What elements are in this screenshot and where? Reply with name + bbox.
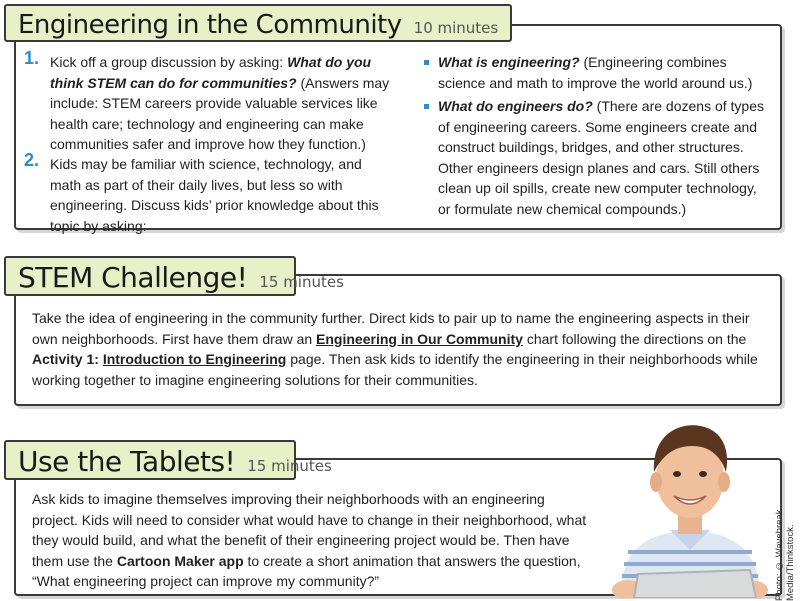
- section-tablets-minutes: 15 minutes: [247, 457, 332, 475]
- bullet-2-marker: [424, 104, 429, 109]
- item-1-intro: Kick off a group discussion by asking:: [50, 54, 288, 70]
- bullet-2-question: What do engineers do?: [438, 98, 593, 114]
- engineering-community-link[interactable]: Engineering in Our Community: [316, 330, 523, 347]
- section-engineering-minutes: 10 minutes: [413, 19, 499, 37]
- item-number-1: 1.: [24, 48, 40, 68]
- stem-text-intro: Take the idea of engineering in the community further. Direct kids to pair up to name the engineering aspects in their own neighborhoods. First have them draw an: [32, 310, 750, 347]
- cartoon-maker-app-name: Cartoon Maker app: [116, 552, 244, 569]
- activity-label: Activity 1:: [32, 351, 103, 368]
- stem-text-middle: chart following the directions on the: [522, 330, 747, 347]
- item-1-text: [50, 52, 395, 155]
- section-tablets-tab: [4, 440, 332, 480]
- bullet-1-marker: [424, 60, 429, 65]
- item-1-answers: (Answers may include: STEM careers provide valuable services like health care; technology and engineering can make communities safer and improve how they function.): [50, 74, 390, 153]
- bullet-1-answer: (Engineering combines science and math to improve the world around us.): [438, 54, 753, 91]
- section-stem-minutes: 15 minutes: [259, 273, 344, 291]
- section-stem-title: STEM Challenge!: [18, 261, 248, 294]
- tablets-text: [32, 489, 592, 592]
- section-stem-tab: [4, 256, 344, 296]
- section-tablets-title: Use the Tablets!: [18, 445, 236, 478]
- boy-with-tablet-photo: [600, 412, 780, 598]
- bullet-2-text: [438, 96, 768, 220]
- bullet-1-text: [438, 52, 768, 93]
- bullet-2-answer: (There are dozens of types of engineering careers. Some engineers create and construct buildings, bridges, and other structures. Other engineers design planes and cars. Still others clean up oil spills, create new computer technology, or formulate new chemical compounds.): [438, 98, 764, 217]
- item-1-question: What do you think STEM can do for communities?: [50, 54, 372, 91]
- item-number-2: 2.: [24, 150, 40, 170]
- bullet-1-question: What is engineering?: [438, 54, 580, 70]
- photo-credit: Photo: © Wavebreak Media/Thinkstock.: [774, 509, 796, 601]
- section-engineering-tab: [4, 4, 512, 42]
- tablets-text-end: to create a short animation that answers the question, “What engineering project can improve my community?”: [32, 552, 581, 590]
- intro-engineering-link[interactable]: Introduction to Engineering: [102, 351, 287, 368]
- stem-text-end: page. Then ask kids to identify the engineering in their neighborhoods while working together to imagine engineering solutions for their communities.: [32, 351, 758, 388]
- tablets-text-intro: Ask kids to imagine themselves improving their neighborhoods with an engineering project. Kids will need to consider what would have to change in their neighborhood, what they would build, and what the benefit of their engineering project would be. Then have them use the: [32, 491, 587, 569]
- stem-challenge-text: [32, 308, 772, 390]
- section-engineering-title: Engineering in the Community: [18, 10, 402, 40]
- item-2-text: Kids may be familiar with science, technology, and math as part of their daily lives, but less so with engineering. Discuss kids’ prior knowledge about this topic by asking:: [50, 156, 379, 234]
